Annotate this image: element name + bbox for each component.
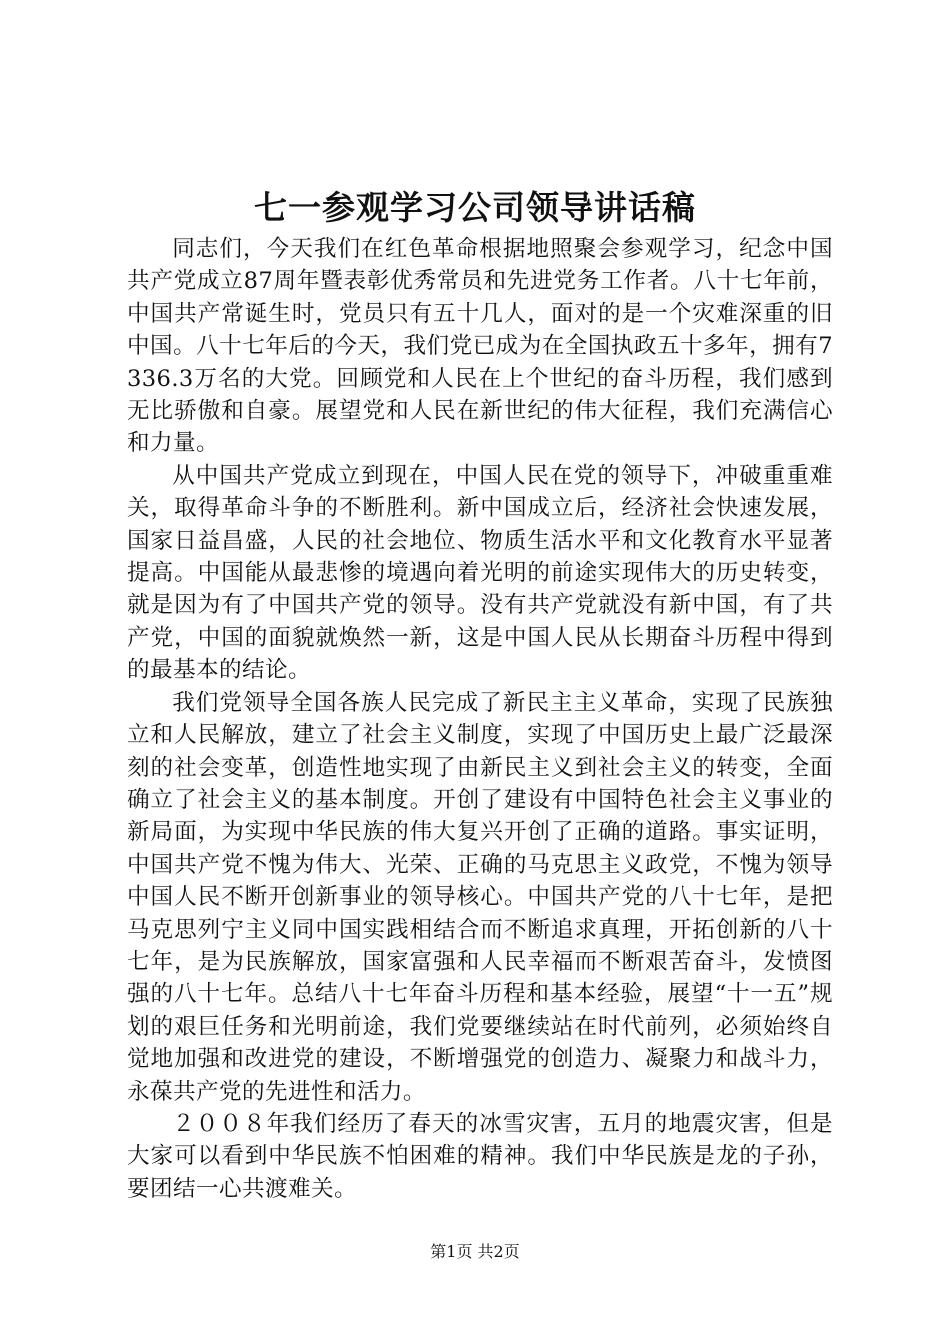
paragraph-1: 同志们，今天我们在红色革命根据地照聚会参观学习，纪念中国共产党成立87周年暨表彰优秀常员和先进党务工作者。八十七年前，中国共产常诞生时，党员只有五十几人，面对的是一个灾难深重的旧中国。八十七年后的今天，我们党已成为在全国执政五十多年，拥有7336.3万名的大党。回顾党和人民在上个世纪的奋斗历程，我们感到无比骄傲和自豪。展望党和人民在新世纪的伟大征程，我们充满信心和力量。 <box>127 236 833 457</box>
document-title: 七一参观学习公司领导讲话稿 <box>254 188 696 227</box>
paragraph-3: 我们党领导全国各族人民完成了新民主主义革命，实现了民族独立和人民解放，建立了社会主义制度，实现了中国历史上最广泛最深刻的社会变革，创造性地实现了由新民主义到社会主义的转变，全面确立了社会主义的基本制度。开创了建设有中国特色社会主义事业的新局面，为实现中华民族的伟大复兴开创了正确的道路。事实证明，中国共产党不愧为伟大、光荣、正确的马克思主义政党，不愧为领导中国人民不断开创新事业的领导核心。中国共产党的八十七年，是把马克思列宁主义同中国实践相结合而不断追求真理，开拓创新的八十七年，是为民族解放，国家富强和人民幸福而不断艰苦奋斗，发愤图强的八十七年。总结八十七年奋斗历程和基本经验，展望“十一五”规划的艰巨任务和光明前途，我们党要继续站在时代前列，必须始终自觉地加强和改进党的建设，不断增强党的创造力、凝聚力和战斗力，永葆共产党的先进性和活力。 <box>127 689 833 1105</box>
paragraph-4: ２００８年我们经历了春天的冰雪灾害，五月的地震灾害，但是大家可以看到中华民族不怕困难的精神。我们中华民族是龙的子孙，要团结一心共渡难关。 <box>127 1110 833 1202</box>
document-body <box>127 233 833 1205</box>
paragraph-2: 从中国共产党成立到现在，中国人民在党的领导下，冲破重重难关，取得革命斗争的不断胜利。新中国成立后，经济社会快速发展，国家日益昌盛，人民的社会地位、物质生活水平和文化教育水平显著提高。中国能从最悲惨的境遇向着光明的前途实现伟大的历史转变，就是因为有了中国共产党的领导。没有共产党就没有新中国，有了共产党，中国的面貌就焕然一新，这是中国人民从长期奋斗历程中得到的最基本的结论。 <box>127 462 833 684</box>
page-number-footer: 第1页 共2页 <box>430 1242 520 1261</box>
